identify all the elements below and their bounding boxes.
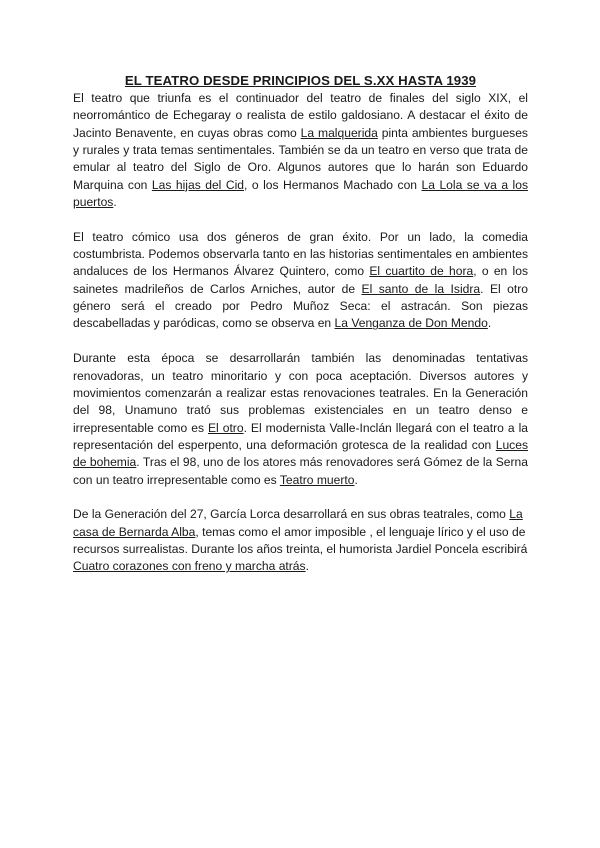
work-title: Teatro muerto: [279, 472, 355, 487]
paragraph-text: .: [113, 195, 117, 210]
document-page: [73, 72, 528, 593]
paragraph-text: , o en los sainetes madrileños de Carlos Arniches, autor de: [73, 264, 529, 296]
paragraph-text: , temas como el amor imposible , el lenguaje lírico y el uso de recursos surrealistas. Durante los años treinta, el humorista Jardiel Poncela escribirá: [73, 524, 528, 556]
paragraph-text: . Tras el 98, uno de los atores más renovadores será Gómez de la Serna con un teatro irrepresentable como es: [73, 455, 529, 487]
paragraph-text: El teatro cómico usa dos géneros de gran éxito. Por un lado, la comedia costumbrista. Podemos observarla tanto en las historias sentimentales en ambientes andaluces de los Hermanos Álvarez Quintero, como: [73, 229, 528, 279]
paragraph-text: El teatro que triunfa es el continuador del teatro de finales del siglo XIX, el neorromántico de Echegaray o realista de estilo galdosiano. A destacar el éxito de Jacinto Benavente, en cuyas obras como: [73, 91, 528, 140]
work-title: Cuatro corazones con freno y marcha atrás: [73, 559, 306, 574]
paragraph-text: pinta ambientes burgueses y rurales y trata temas sentimentales. También se da un teatro en verso que trata de emular al teatro del Siglo de Oro. Algunos autores que lo harán son Eduardo Marquina con: [73, 125, 528, 192]
work-title: La casa de Bernarda Alba: [73, 507, 523, 539]
paragraph-text: De la Generación del 27, García Lorca desarrollará en sus obras teatrales, como: [73, 507, 510, 522]
paragraph: [73, 229, 528, 333]
work-title: La malquerida: [300, 125, 378, 140]
document-body: [73, 90, 528, 576]
paragraph-text: , o los Hermanos Machado con: [244, 177, 422, 192]
work-title: El otro: [207, 420, 244, 435]
work-title: La Lola se va a los puertos: [73, 177, 528, 210]
work-title: Luces de bohemia: [73, 437, 528, 470]
paragraph-text: Durante esta época se desarrollarán también las denominadas tentativas renovadoras, un teatro minoritario y con poca aceptación. Diversos autores y movimientos comenzarán a realizar estas renovaciones teatrales. En la Generación del 98, Unamuno trató sus problemas existenciales en un teatro denso e irrepresentable como es: [73, 351, 528, 435]
work-title: Las hijas del Cid: [151, 177, 245, 192]
paragraph-text: . El modernista Valle-Inclán llegará con el teatro a la representación del esperpento, una deformación grotesca de la realidad con: [73, 420, 528, 452]
paragraph: [73, 90, 528, 211]
paragraph-text: .: [487, 316, 492, 331]
paragraph-text: .: [305, 559, 309, 574]
work-title: El cuartito de hora: [369, 264, 474, 279]
work-title: La Venganza de Don Mendo: [334, 316, 488, 331]
work-title: El santo de la Isidra: [361, 281, 481, 296]
paragraph-text: . El otro género será el creado por Pedro Muñoz Seca: el astracán. Son piezas descabelladas y paródicas, como se observa en: [73, 281, 528, 331]
paragraph: [73, 350, 528, 489]
paragraph-text: .: [354, 472, 358, 487]
paragraph: [73, 506, 528, 575]
document-title: EL TEATRO DESDE PRINCIPIOS DEL S.XX HASTA 1939: [124, 73, 477, 88]
